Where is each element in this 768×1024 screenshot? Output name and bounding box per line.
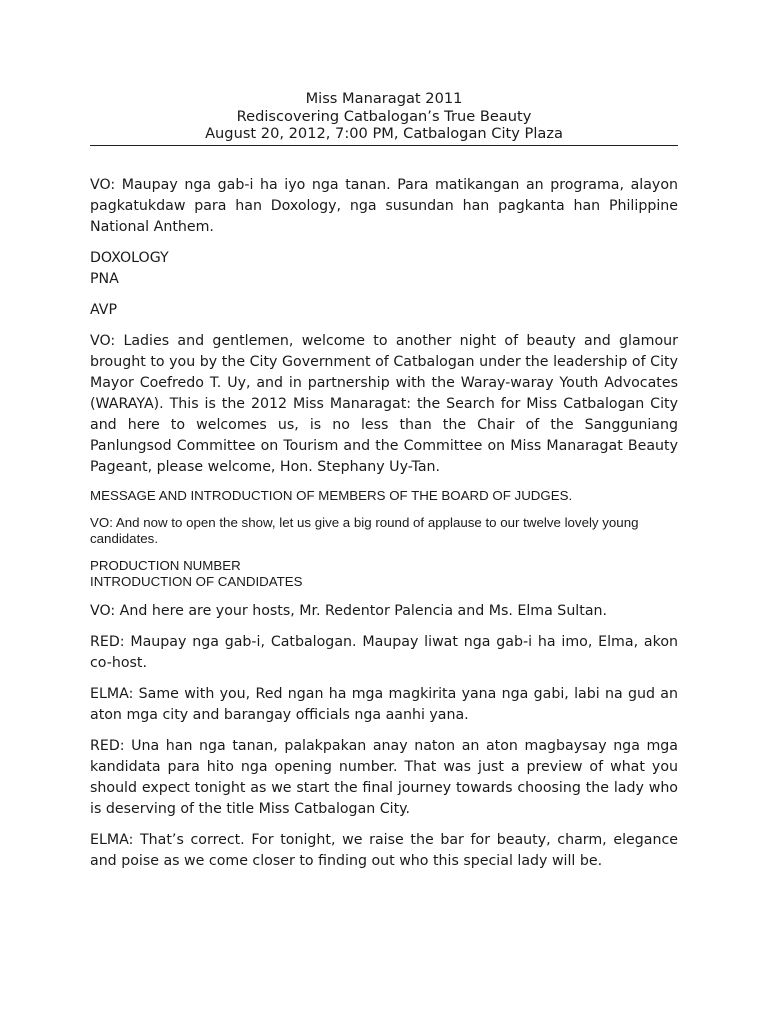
- paragraph-line: DOXOLOGY: [90, 250, 169, 266]
- paragraph-line: ELMA: Same with you, Red ngan ha mga magkirita yana nga gabi, labi na gud an aton mga city and barangay officials nga aanhi yana.: [90, 685, 678, 723]
- script-paragraph: [90, 175, 678, 238]
- script-paragraph: [90, 601, 678, 622]
- document-body: [90, 175, 678, 882]
- event-details: August 20, 2012, 7:00 PM, Catbalogan City Plaza: [205, 125, 563, 142]
- script-paragraph: [90, 632, 678, 674]
- paragraph-line: VO: And here are your hosts, Mr. Redentor Palencia and Ms. Elma Sultan.: [90, 602, 608, 619]
- paragraph-line: RED: Maupay nga gab-i, Catbalogan. Maupay liwat nga gab-i ha imo, Elma, akon co-host.: [90, 633, 678, 671]
- document-title: Miss Manaragat 2011: [305, 90, 463, 107]
- script-paragraph: [90, 331, 678, 478]
- script-paragraph: [90, 684, 678, 726]
- paragraph-line: PNA: [90, 271, 119, 287]
- document-subtitle: Rediscovering Catbalogan’s True Beauty: [236, 107, 532, 125]
- paragraph-line: AVP: [90, 302, 118, 318]
- paragraph-line: MESSAGE AND INTRODUCTION OF MEMBERS OF THE BOARD OF JUDGES.: [90, 488, 573, 503]
- script-paragraph: [90, 558, 678, 591]
- paragraph-line: VO: Ladies and gentlemen, welcome to another night of beauty and glamour brought to you by the City Government of Catbalogan under the leadership of City Mayor Coefredo T. Uy, and in partnership with the Waray-waray Youth Advocates (WARAYA). This is the 2012 Miss Manaragat: the Search for Miss Catbalogan City and here to welcomes us, is no less than the Chair of the Sangguniang Panlungsod Committee on Tourism and the Committee on Miss Manaragat Beauty Pageant, please welcome, Hon. Stephany Uy-Tan.: [90, 333, 678, 475]
- script-paragraph: [90, 830, 678, 872]
- paragraph-line: ELMA: That’s correct. For tonight, we raise the bar for beauty, charm, elegance and poise as we come closer to finding out who this special lady will be.: [90, 831, 678, 869]
- paragraph-line: PRODUCTION NUMBER: [90, 557, 241, 573]
- script-paragraph: [90, 300, 678, 321]
- header-divider: [90, 145, 678, 146]
- script-paragraph: [90, 248, 678, 290]
- document-header: [90, 90, 678, 143]
- paragraph-line: VO: Maupay nga gab-i ha iyo nga tanan. Para matikangan an programa, alayon pagkatukdaw para han Doxology, nga susundan han pagkanta han Philippine National Anthem.: [90, 177, 678, 235]
- script-paragraph: [90, 488, 678, 505]
- script-paragraph: [90, 736, 678, 820]
- paragraph-line: VO: And now to open the show, let us give a big round of applause to our twelve lovely young candidates.: [90, 514, 639, 546]
- paragraph-line: INTRODUCTION OF CANDIDATES: [90, 574, 303, 589]
- script-paragraph: [90, 515, 678, 548]
- paragraph-line: RED: Una han nga tanan, palakpakan anay naton an aton magbaysay nga mga kandidata para hito nga opening number. That was just a preview of what you should expect tonight as we start the final journey towards choosing the lady who is deserving of the title Miss Catbalogan City.: [90, 737, 678, 817]
